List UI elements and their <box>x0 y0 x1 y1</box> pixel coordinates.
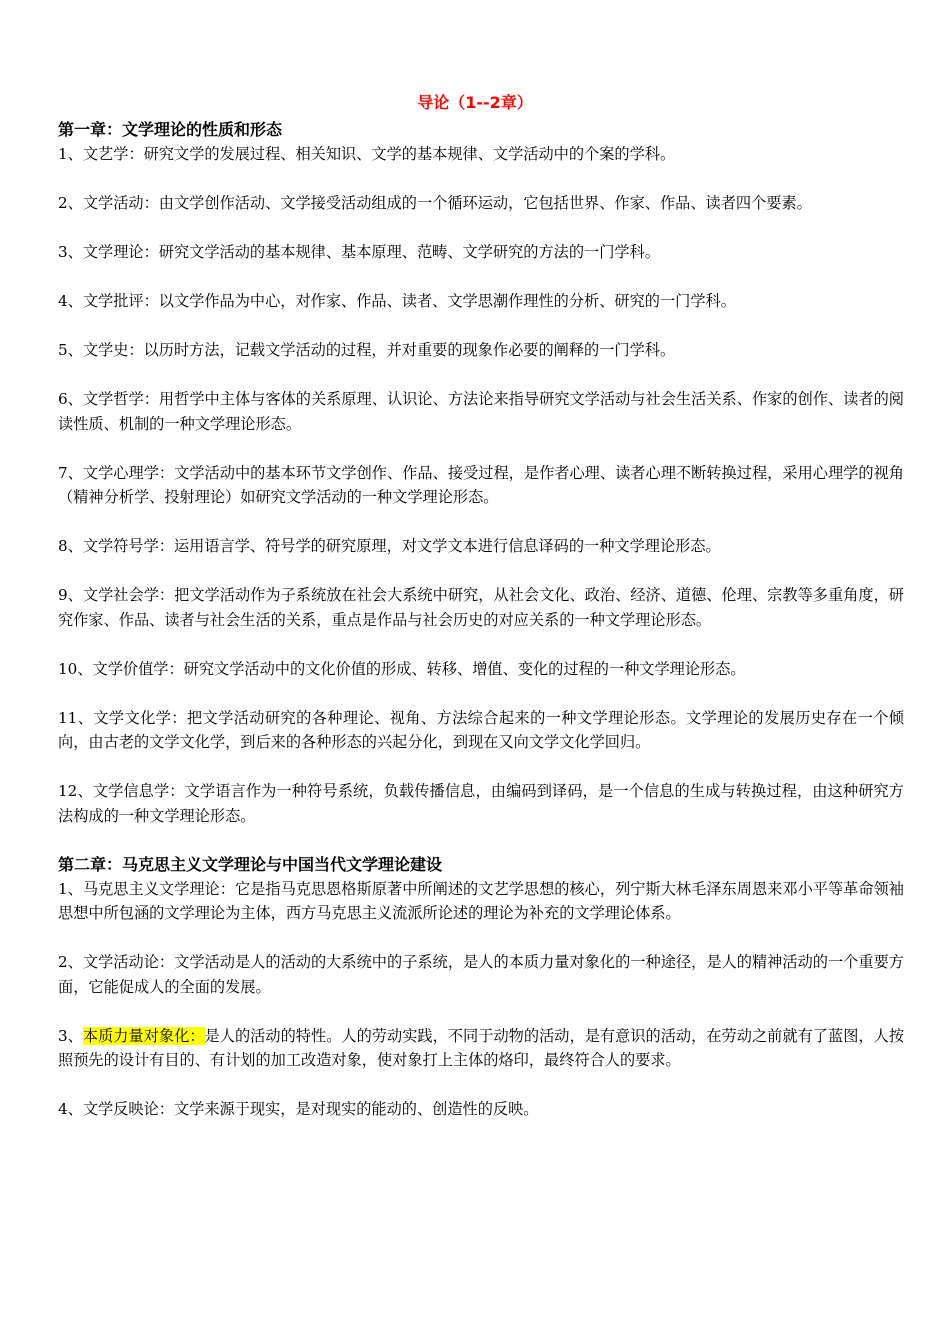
chapter-1-item-1: 1、文艺学：研究文学的发展过程、相关知识、文学的基本规律、文学活动中的个案的学科。 <box>58 145 676 163</box>
chapter-1-item-4: 4、文学批评：以文学作品为中心，对作家、作品、读者、文学思潮作理性的分析、研究的一门学科。 <box>58 292 736 310</box>
chapter-1-item-11: 11、文学文化学：把文学活动研究的各种理论、视角、方法综合起来的一种文学理论形态。文学理论的发展历史存在一个倾向，由古老的文学文化学，到后来的各种形态的兴起分化，到现在又向文学文化学回归。 <box>58 708 904 751</box>
chapter-2-item-1: 1、马克思主义文学理论：它是指马克思恩格斯原著中所阐述的文艺学思想的核心，列宁斯大林毛泽东周恩来邓小平等革命领袖思想中所包涵的文学理论为主体，西方马克思主义流派所论述的理论为补充的文学理论体系。 <box>58 879 904 922</box>
chapter-2-item-4: 4、文学反映论：文学来源于现实，是对现实的能动的、创造性的反映。 <box>58 1100 539 1118</box>
chapter-2-item-3-text: 是人的活动的特性。人的劳动实践，不同于动物的活动，是有意识的活动，在劳动之前就有了蓝图，人按照预先的设计有目的、有计划的加工改造对象，使对象打上主体的烙印，最终符合人的要求。 <box>58 1026 905 1069</box>
chapter-1-item-2: 2、文学活动：由文学创作活动、文学接受活动组成的一个循环运动，它包括世界、作家、作品、读者四个要素。 <box>58 194 812 212</box>
chapter-1-item-9: 9、文学社会学：把文学活动作为子系统放在社会大系统中研究，从社会文化、政治、经济、道德、伦理、宗教等多重角度，研究作家、作品、读者与社会生活的关系，重点是作品与社会历史的对应关系的一种文学理论形态。 <box>58 586 904 629</box>
chapter-1-item-7: 7、文学心理学：文学活动中的基本环节文学创作、作品、接受过程，是作者心理、读者心理不断转换过程，采用心理学的视角（精神分析学、投射理论）如研究文学活动的一种文学理论形态。 <box>58 463 904 506</box>
chapter-2-heading: 第二章：马克思主义文学理论与中国当代文学理论建设 <box>58 854 443 874</box>
chapter-1-item-10: 10、文学价值学：研究文学活动中的文化价值的形成、转移、增值、变化的过程的一种文学理论形态。 <box>58 659 746 678</box>
highlighted-term: 本质力量对象化： <box>82 1026 205 1045</box>
chapter-1-item-8: 8、文学符号学：运用语言学、符号学的研究原理，对文学文本进行信息译码的一种文学理论形态。 <box>58 537 721 555</box>
chapter-2-item-2: 2、文学活动论：文学活动是人的活动的大系统中的子系统，是人的本质力量对象化的一种途径，是人的精神活动的一个重要方面，它能促成人的全面的发展。 <box>58 953 904 996</box>
chapter-1-item-3: 3、文学理论：研究文学活动的基本规律、基本原理、范畴、文学研究的方法的一门学科。 <box>58 243 660 261</box>
chapter-2-item-3-number: 3、 <box>58 1026 83 1045</box>
document-body <box>58 118 904 1146</box>
chapter-1-item-12: 12、文学信息学：文学语言作为一种符号系统，负载传播信息，由编码到译码，是一个信息的生成与转换过程，由这种研究方法构成的一种文学理论形态。 <box>58 782 904 825</box>
chapter-1-item-5: 5、文学史：以历时方法，记载文学活动的过程，并对重要的现象作必要的阐释的一门学科。 <box>58 341 676 359</box>
chapter-2-item-3 <box>58 1024 904 1073</box>
chapter-1-heading: 第一章：文学理论的性质和形态 <box>58 120 283 139</box>
document-title: 导论（1--2章） <box>417 93 533 112</box>
chapter-1-item-6: 6、文学哲学：用哲学中主体与客体的关系原理、认识论、方法论来指导研究文学活动与社会生活关系、作家的创作、读者的阅读性质、机制的一种文学理论形态。 <box>58 390 904 433</box>
